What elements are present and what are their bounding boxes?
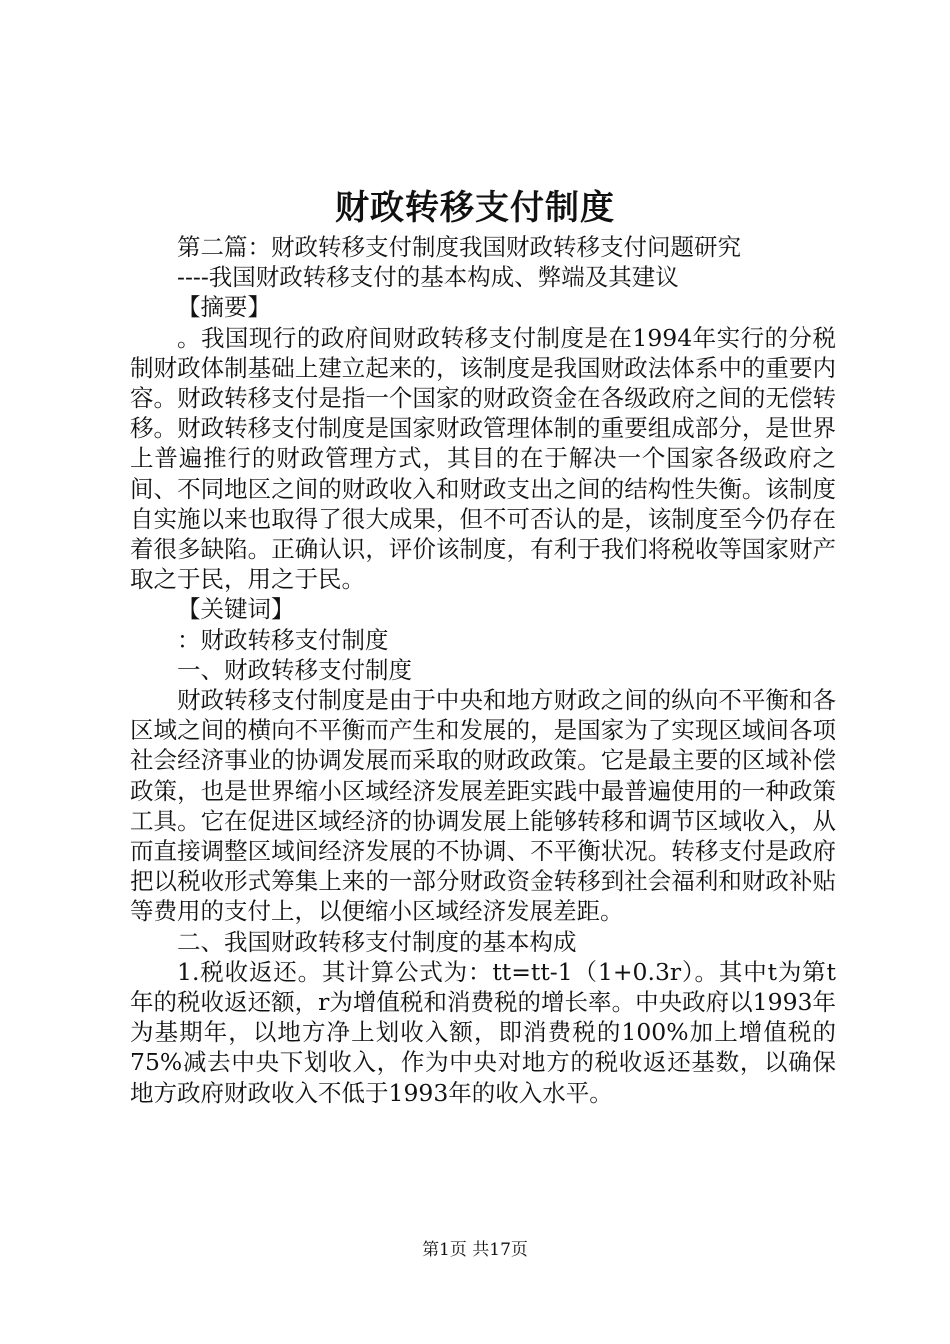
abstract-heading: 【摘要】 <box>177 293 271 322</box>
document-body <box>130 232 836 1108</box>
page-title: 财政转移支付制度 <box>335 188 615 228</box>
subtitle-continuation: ----我国财政转移支付的基本构成、弊端及其建议 <box>177 263 679 292</box>
section-heading: 二、我国财政转移支付制度的基本构成 <box>177 927 577 956</box>
page-number-footer: 第1页 共17页 <box>422 1240 528 1260</box>
body-paragraph: 1.税收返还。其计算公式为：tt=tt-1（1+0.3r）。其中t为第t年的税收返还额，r为增值税和消费税的增长率。中央政府以1993年为基期年，以地方净上划收入额，即消费税的100%加上增值税的75%减去中央下划收入，作为中央对地方的税收返还基数，以确保地方政府财政收入不低于1993年的收入水平。 <box>130 957 836 1107</box>
keywords-heading: 【关键词】 <box>177 595 295 624</box>
keywords-text: ：财政转移支付制度 <box>177 625 389 654</box>
subtitle-line: 第二篇：财政转移支付制度我国财政转移支付问题研究 <box>177 233 741 261</box>
abstract-paragraph: 。我国现行的政府间财政转移支付制度是在1994年实行的分税制财政体制基础上建立起来的，该制度是我国财政法体系中的重要内容。财政转移支付是指一个国家的财政资金在各级政府之间的无偿转移。财政转移支付制度是国家财政管理体制的重要组成部分，是世界上普遍推行的财政管理方式，其目的在于解决一个国家各级政府之间、不同地区之间的财政收入和财政支出之间的结构性失衡。该制度自实施以来也取得了很大成果，但不可否认的是，该制度至今仍存在着很多缺陷。正确认识，评价该制度，有利于我们将税收等国家财产取之于民，用之于民。 <box>130 323 836 594</box>
section-heading: 一、财政转移支付制度 <box>177 655 412 684</box>
body-paragraph: 财政转移支付制度是由于中央和地方财政之间的纵向不平衡和各区域之间的横向不平衡而产生和发展的，是国家为了实现区域间各项社会经济事业的协调发展而采取的财政政策。它是最主要的区域补偿政策，也是世界缩小区域经济发展差距实践中最普遍使用的一种政策工具。它在促进区域经济的协调发展上能够转移和调节区域收入，从而直接调整区域间经济发展的不协调、不平衡状况。转移支付是政府把以税收形式筹集上来的一部分财政资金转移到社会福利和财政补贴等费用的支付上，以便缩小区域经济发展差距。 <box>130 686 836 926</box>
